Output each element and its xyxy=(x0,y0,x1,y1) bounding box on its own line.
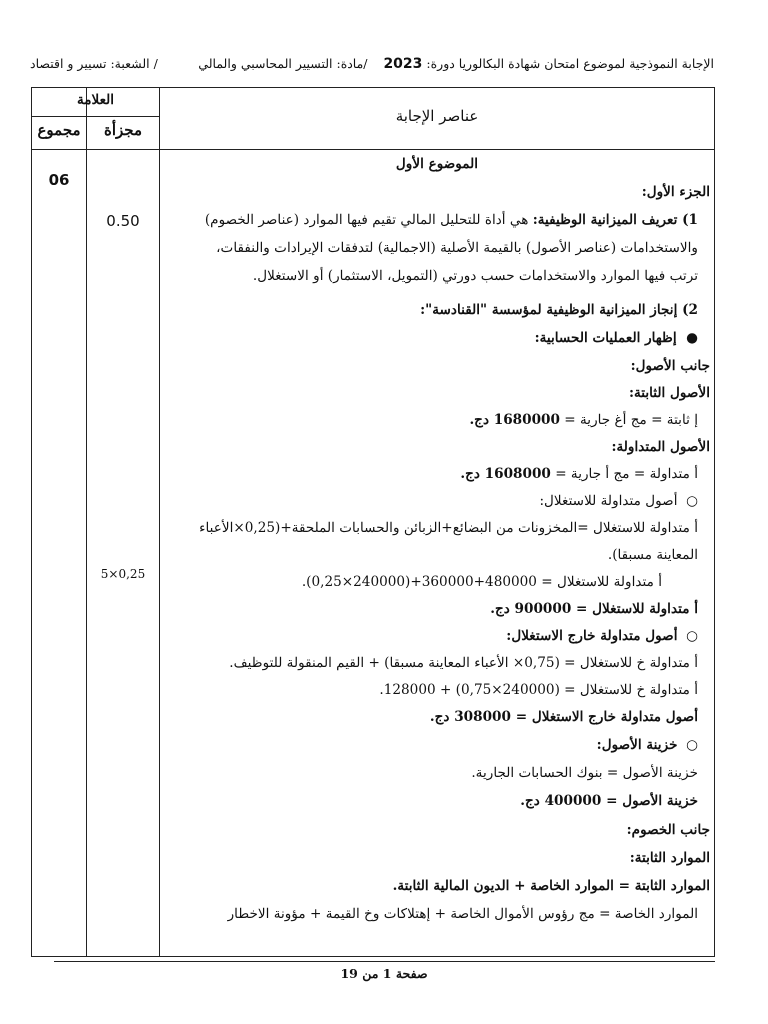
op-current-text: أصول متداولة للاستغلال: xyxy=(539,493,678,509)
part-title: الجزء الأول: xyxy=(641,184,710,200)
answers-header: عناصر الإجابة xyxy=(395,107,479,125)
op-line2: المعاينة مسبقا). xyxy=(607,547,698,563)
grade-header-divider xyxy=(32,116,159,117)
fixed-assets-heading: الأصول الثابتة: xyxy=(628,385,710,401)
op-result-label: أ متداولة للاستغلال = xyxy=(576,601,698,617)
current-assets-heading: الأصول المتداولة: xyxy=(611,439,710,455)
assets-side-heading: جانب الأصول: xyxy=(630,358,710,374)
footer-page-number: 1 xyxy=(382,966,392,981)
own-resources-formula: الموارد الخاصة = مج رؤوس الأموال الخاصة + إهتلاكات وخ القيمة + مؤونة الاخطار xyxy=(227,906,698,922)
total-mark: 06 xyxy=(48,171,70,189)
header-branch: / الشعبة: تسيير و اقتصاد xyxy=(30,56,158,71)
current-value: 1608000 دج. xyxy=(460,466,551,482)
footer-page-label: صفحة xyxy=(395,966,428,981)
op-result-value: 900000 دج. xyxy=(490,601,572,617)
header-subject: /مادة: التسيير المحاسبي والمالي xyxy=(198,56,368,71)
cash-result xyxy=(166,789,698,813)
circle-bullet-icon: ○ xyxy=(677,628,698,644)
q1-line3: ترتب فيها الموارد والاستخدامات حسب دورتي (التمويل، الاستثمار) أو الاستغلال. xyxy=(252,268,698,284)
bullet-line xyxy=(166,326,698,350)
q2-heading: 2) إنجاز الميزانية الوظيفية لمؤسسة "القنادسة": xyxy=(420,302,698,318)
stable-resources-formula: الموارد الثابتة = الموارد الخاصة + الديون المالية الثابتة. xyxy=(392,878,710,894)
footer-of-label: من xyxy=(362,966,379,981)
fixed-assets-formula xyxy=(166,408,698,432)
page-header xyxy=(30,52,714,76)
answers-body xyxy=(160,150,714,956)
nonop-result-value: 308000 دج. xyxy=(429,709,511,725)
current-assets-formula xyxy=(166,462,698,486)
cash-assets-text: خزينة الأصول: xyxy=(596,737,678,753)
q1-heading: 1) تعريف الميزانية الوظيفية: xyxy=(532,212,698,228)
header-title xyxy=(198,56,714,72)
q1-definition-start: هي أداة للتحليل المالي تقيم فيها الموارد (عناصر الخصوم) xyxy=(204,212,529,228)
cash-line: خزينة الأصول = بنوك الحسابات الجارية. xyxy=(471,765,698,781)
current-formula-text: أ متداولة = مج أ جارية = xyxy=(555,466,698,482)
op-calc: أ متداولة للاستغلال = 480000+360000+(240000×0,25). xyxy=(301,574,662,590)
total-header: مجموع xyxy=(37,121,81,139)
liabilities-side-heading: جانب الخصوم: xyxy=(626,822,710,838)
op-line1: أ متداولة للاستغلال =المخزونات من البضائع+الزبائن والحسابات الملحقة+(0,25×الأعباء xyxy=(199,520,698,536)
grade-header: العلامة xyxy=(77,92,114,108)
fixed-value: 1680000 دج. xyxy=(469,412,560,428)
q1-line1 xyxy=(166,208,698,232)
cash-result-value: 400000 دج. xyxy=(520,793,602,809)
bullet-icon: ● xyxy=(676,330,698,346)
nonop-result xyxy=(166,705,698,729)
nonop-current-text: أصول متداولة خارج الاستغلال: xyxy=(506,628,678,644)
q1-line2: والاستخدامات (عناصر الأصول) بالقيمة الأصلية (الاجمالية) لتدفقات الإيرادات والنفقات، xyxy=(216,240,698,256)
header-exam-label: الإجابة النموذجية لموضوع امتحان شهادة البكالوريا دورة: xyxy=(426,56,714,71)
answer-table xyxy=(31,87,715,957)
footer-total-pages: 19 xyxy=(340,966,358,981)
nonop-calc: أ متداولة خ للاستغلال = (240000×0,75) + 128000. xyxy=(379,682,698,698)
topic-title: الموضوع الأول xyxy=(395,156,479,172)
nonop-line1: أ متداولة خ للاستغلال = (0,75× الأعباء المعاينة مسبقا) + القيم المنقولة للتوظيف. xyxy=(229,655,698,671)
op-current-heading xyxy=(166,489,698,513)
circle-bullet-icon: ○ xyxy=(677,737,698,753)
footer-divider xyxy=(54,961,715,962)
page-footer xyxy=(0,966,768,981)
partial-mark-2: 0,25×5 xyxy=(100,567,146,581)
header-year: 2023 xyxy=(383,56,423,72)
circle-bullet-icon: ○ xyxy=(677,493,698,509)
stable-resources-heading: الموارد الثابتة: xyxy=(629,850,710,866)
nonop-current-heading xyxy=(166,624,698,648)
bullet-text: إظهار العمليات الحسابية: xyxy=(534,330,677,346)
cash-assets-heading xyxy=(166,733,698,757)
partial-header: مجزأة xyxy=(103,121,143,139)
fixed-formula-text: إ ثابتة = مج أغ جارية = xyxy=(564,412,698,428)
nonop-result-label: أصول متداولة خارج الاستغلال = xyxy=(515,709,698,725)
op-result xyxy=(166,597,698,621)
cash-result-label: خزينة الأصول = xyxy=(606,793,698,809)
partial-mark-1: 0.50 xyxy=(106,212,140,230)
